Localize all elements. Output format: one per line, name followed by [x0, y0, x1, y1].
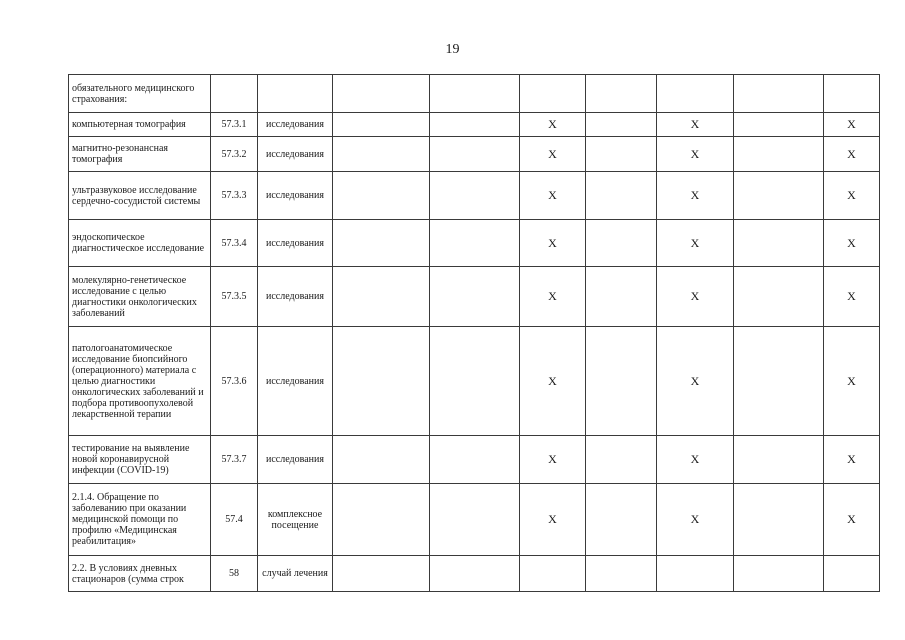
row-name: ультразвуковое исследование сердечно-сосудистой системы [69, 172, 211, 220]
cell-col-10: X [824, 267, 880, 327]
cell-col-5 [430, 113, 520, 137]
row-code: 58 [211, 556, 258, 592]
cell-col-10: X [824, 113, 880, 137]
cell-col-10: X [824, 172, 880, 220]
cell-col-9 [734, 267, 824, 327]
table-row [69, 137, 880, 172]
cell-col-7 [586, 436, 657, 484]
row-unit [258, 75, 333, 113]
row-name: патологоанатомическое исследование биопсийного (операционного) материала с целью диагностики онкологических заболеваний и подбора противоопухолевой лекарственной терапии [69, 327, 211, 436]
row-unit: исследования [258, 267, 333, 327]
table-row [69, 267, 880, 327]
cell-col-4 [333, 172, 430, 220]
cell-col-8 [657, 75, 734, 113]
row-unit: исследования [258, 436, 333, 484]
cell-col-5 [430, 436, 520, 484]
cell-col-6: X [520, 436, 586, 484]
cell-col-6: X [520, 267, 586, 327]
cell-col-7 [586, 220, 657, 267]
cell-col-6: X [520, 327, 586, 436]
row-unit: комплексное посещение [258, 484, 333, 556]
cell-col-8 [657, 556, 734, 592]
row-code: 57.3.1 [211, 113, 258, 137]
table-row [69, 113, 880, 137]
cell-col-7 [586, 267, 657, 327]
cell-col-5 [430, 556, 520, 592]
cell-col-4 [333, 556, 430, 592]
row-name: магнитно-резонансная томография [69, 137, 211, 172]
table-row [69, 327, 880, 436]
row-name: тестирование на выявление новой коронавирусной инфекции (COVID-19) [69, 436, 211, 484]
cell-col-6: X [520, 484, 586, 556]
cell-col-10: X [824, 327, 880, 436]
cell-col-7 [586, 113, 657, 137]
cell-col-9 [734, 75, 824, 113]
cell-col-7 [586, 75, 657, 113]
cell-col-8: X [657, 484, 734, 556]
cell-col-6: X [520, 137, 586, 172]
row-name: эндоскопическое диагностическое исследование [69, 220, 211, 267]
cell-col-4 [333, 327, 430, 436]
cell-col-8: X [657, 113, 734, 137]
row-unit: исследования [258, 327, 333, 436]
cell-col-7 [586, 172, 657, 220]
row-code: 57.3.4 [211, 220, 258, 267]
row-name: молекулярно-генетическое исследование с целью диагностики онкологических заболеваний [69, 267, 211, 327]
row-name: компьютерная томография [69, 113, 211, 137]
row-code: 57.3.6 [211, 327, 258, 436]
cell-col-9 [734, 436, 824, 484]
data-table [68, 74, 880, 592]
cell-col-8: X [657, 267, 734, 327]
cell-col-9 [734, 556, 824, 592]
table-row [69, 484, 880, 556]
cell-col-8: X [657, 220, 734, 267]
row-unit: исследования [258, 113, 333, 137]
cell-col-5 [430, 172, 520, 220]
table-row [69, 172, 880, 220]
cell-col-4 [333, 113, 430, 137]
cell-col-8: X [657, 436, 734, 484]
row-code: 57.3.7 [211, 436, 258, 484]
row-unit: исследования [258, 220, 333, 267]
cell-col-10: X [824, 484, 880, 556]
row-unit: исследования [258, 137, 333, 172]
row-unit: случай лечения [258, 556, 333, 592]
cell-col-6: X [520, 220, 586, 267]
cell-col-10: X [824, 436, 880, 484]
cell-col-5 [430, 484, 520, 556]
cell-col-5 [430, 75, 520, 113]
cell-col-6 [520, 75, 586, 113]
cell-col-4 [333, 220, 430, 267]
row-unit: исследования [258, 172, 333, 220]
cell-col-8: X [657, 137, 734, 172]
cell-col-9 [734, 113, 824, 137]
cell-col-10: X [824, 137, 880, 172]
row-code: 57.3.5 [211, 267, 258, 327]
row-code: 57.3.2 [211, 137, 258, 172]
table-row [69, 75, 880, 113]
row-name: 2.1.4. Обращение по заболеванию при оказании медицинской помощи по профилю «Медицинская реабилитация» [69, 484, 211, 556]
cell-col-9 [734, 220, 824, 267]
cell-col-9 [734, 484, 824, 556]
cell-col-6: X [520, 172, 586, 220]
cell-col-7 [586, 556, 657, 592]
cell-col-4 [333, 436, 430, 484]
row-code: 57.3.3 [211, 172, 258, 220]
cell-col-4 [333, 267, 430, 327]
cell-col-4 [333, 484, 430, 556]
cell-col-8: X [657, 327, 734, 436]
cell-col-7 [586, 484, 657, 556]
row-name: обязательного медицинского страхования: [69, 75, 211, 113]
cell-col-4 [333, 137, 430, 172]
table-row [69, 436, 880, 484]
cell-col-6: X [520, 113, 586, 137]
cell-col-7 [586, 137, 657, 172]
cell-col-10: X [824, 220, 880, 267]
cell-col-9 [734, 137, 824, 172]
table-row [69, 556, 880, 592]
cell-col-9 [734, 172, 824, 220]
cell-col-8: X [657, 172, 734, 220]
row-name: 2.2. В условиях дневных стационаров (сумма строк [69, 556, 211, 592]
cell-col-5 [430, 327, 520, 436]
cell-col-5 [430, 220, 520, 267]
table-row [69, 220, 880, 267]
page-number: 19 [445, 42, 460, 57]
row-code: 57.4 [211, 484, 258, 556]
cell-col-5 [430, 137, 520, 172]
cell-col-10 [824, 75, 880, 113]
cell-col-6 [520, 556, 586, 592]
cell-col-9 [734, 327, 824, 436]
cell-col-4 [333, 75, 430, 113]
cell-col-5 [430, 267, 520, 327]
cell-col-10 [824, 556, 880, 592]
row-code [211, 75, 258, 113]
cell-col-7 [586, 327, 657, 436]
